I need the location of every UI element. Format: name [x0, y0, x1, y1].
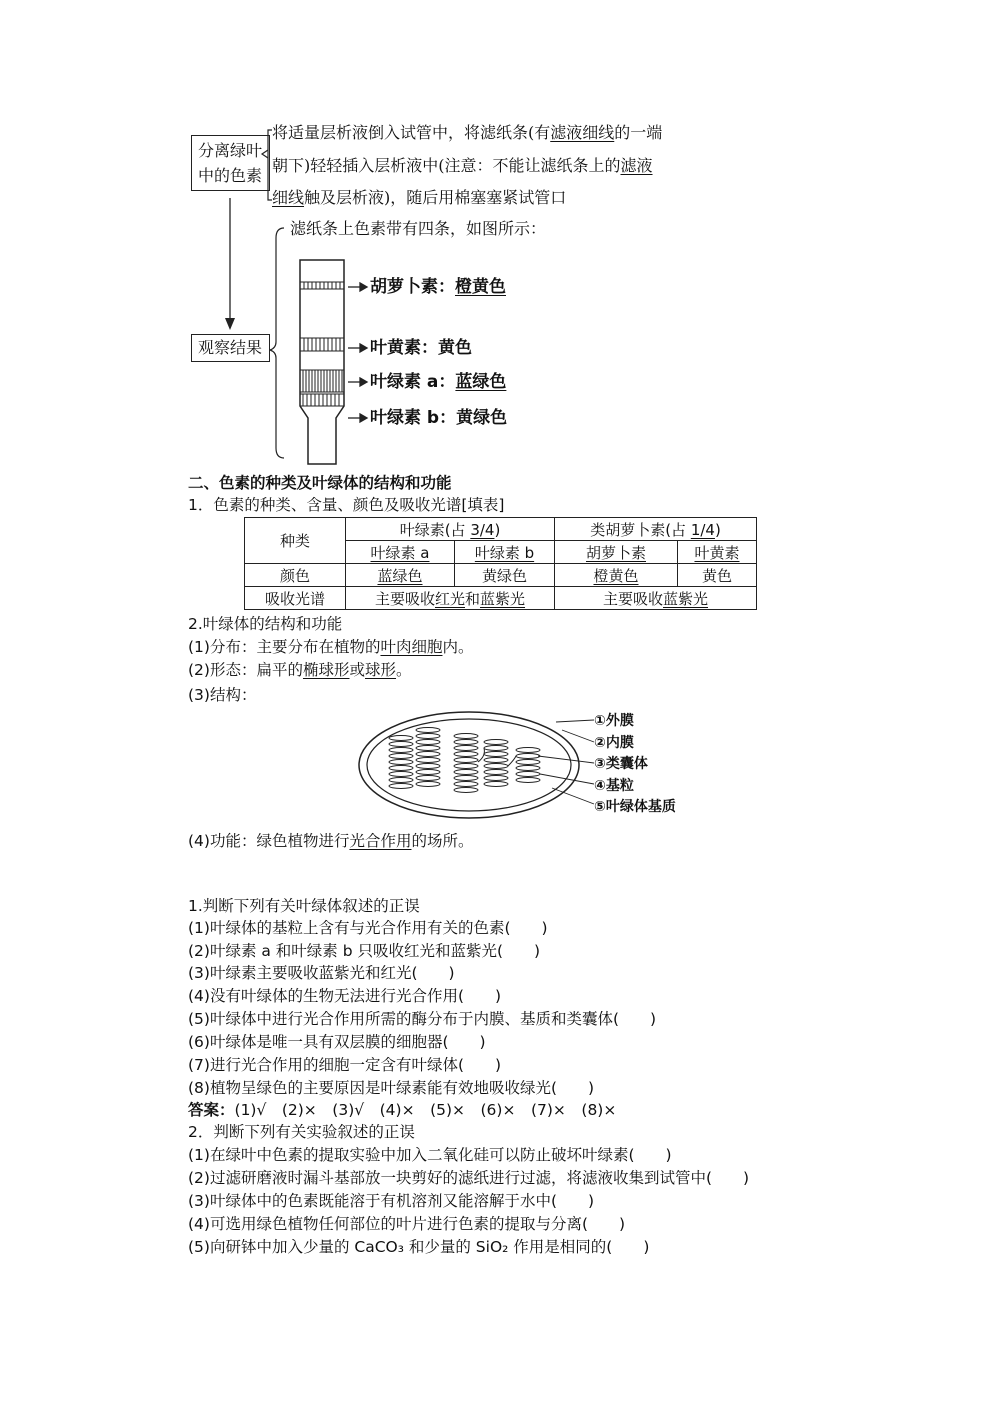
band-label-chla: 叶绿素 a：蓝绿色 — [370, 372, 507, 392]
quiz1-item: (3)叶绿素主要吸收蓝紫光和红光( ) — [188, 964, 455, 982]
table-cell: 黄绿色 — [455, 564, 555, 587]
step-box-line: 中的色素 — [198, 166, 263, 185]
table-cell: 胡萝卜素 — [555, 541, 678, 564]
step1-text-line: 细线触及层析液)，随后用棉塞塞紧试管口 — [272, 188, 567, 207]
table-cell: 黄色 — [678, 564, 757, 587]
step-box-line: 分离绿叶 — [198, 141, 263, 160]
quiz2-item: (1)在绿叶中色素的提取实验中加入二氧化硅可以防止破坏叶绿素( ) — [188, 1146, 672, 1164]
subheading-chloroplast: 2.叶绿体的结构和功能 — [188, 615, 343, 633]
quiz1-answer — [188, 1099, 616, 1121]
step2-intro: 滤纸条上色素带有四条，如图所示： — [290, 219, 547, 238]
diagram-label-outer-membrane: ①外膜 — [594, 713, 634, 729]
table-cell: 叶黄素 — [678, 541, 757, 564]
step1-text-line: 朝下)轻轻插入层析液中(注意：不能让滤纸条上的滤液 — [272, 156, 653, 175]
table-cell: 吸收光谱 — [245, 587, 346, 610]
diagram-label-inner-membrane: ②内膜 — [594, 735, 634, 751]
quiz1-item: (2)叶绿素 a 和叶绿素 b 只吸收红光和蓝紫光( ) — [188, 942, 541, 960]
table-cell: 主要吸收红光和蓝紫光 — [346, 587, 555, 610]
table-cell: 橙黄色 — [555, 564, 678, 587]
table-cell: 类胡萝卜素(占 1/4) — [555, 518, 757, 541]
quiz2-item: (3)叶绿体中的色素既能溶于有机溶剂又能溶解于水中( ) — [188, 1192, 595, 1210]
quiz1-item: (8)植物呈绿色的主要原因是叶绿素能有效地吸收绿光( ) — [188, 1079, 595, 1097]
quiz1-item: (1)叶绿体的基粒上含有与光合作用有关的色素( ) — [188, 919, 548, 937]
quiz2-item: (5)向研钵中加入少量的 CaCO₃ 和少量的 SiO₂ 作用是相同的( ) — [188, 1238, 650, 1256]
function-line: (4)功能：绿色植物进行光合作用的场所。 — [188, 832, 474, 850]
band-label-xanthophyll: 叶黄素：黄色 — [370, 338, 472, 358]
step-box-observe — [191, 334, 270, 362]
table-cell: 主要吸收蓝紫光 — [555, 587, 757, 610]
quiz2-title: 2．判断下列有关实验叙述的正误 — [188, 1123, 415, 1141]
section-heading: 二、色素的种类及叶绿体的结构和功能 — [188, 474, 452, 492]
subheading-pigment-table: 1．色素的种类、含量、颜色及吸收光谱[填表] — [188, 496, 505, 514]
quiz1-title: 1.判断下列有关叶绿体叙述的正误 — [188, 897, 420, 915]
pigment-table — [244, 517, 757, 610]
quiz2-item: (2)过滤研磨液时漏斗基部放一块剪好的滤纸进行过滤，将滤液收集到试管中( ) — [188, 1169, 750, 1187]
step1-text-line: 将适量层析液倒入试管中，将滤纸条(有滤液细线的一端 — [272, 123, 663, 142]
table-cell: 蓝绿色 — [346, 564, 455, 587]
table-cell: 叶绿素 b — [455, 541, 555, 564]
quiz1-item: (5)叶绿体中进行光合作用所需的酶分布于内膜、基质和类囊体( ) — [188, 1010, 657, 1028]
step-box-label: 观察结果 — [198, 338, 263, 357]
table-cell: 叶绿素(占 3/4) — [346, 518, 555, 541]
quiz1-item: (6)叶绿体是唯一具有双层膜的细胞器( ) — [188, 1033, 486, 1051]
filter-paper-strip — [296, 258, 348, 468]
band-label-chlb: 叶绿素 b：黄绿色 — [370, 408, 508, 428]
shape-line: (2)形态：扁平的椭球形或球形。 — [188, 661, 412, 679]
quiz1-item: (4)没有叶绿体的生物无法进行光合作用( ) — [188, 987, 502, 1005]
quiz2-item: (4)可选用绿色植物任何部位的叶片进行色素的提取与分离( ) — [188, 1215, 626, 1233]
answer-label: 答案： — [188, 1101, 235, 1119]
diagram-label-granum: ④基粒 — [594, 778, 634, 794]
table-cell: 种类 — [245, 518, 346, 564]
structure-line: (3)结构： — [188, 686, 257, 704]
table-cell: 颜色 — [245, 564, 346, 587]
diagram-label-thylakoid: ③类囊体 — [594, 756, 648, 772]
quiz1-item: (7)进行光合作用的细胞一定含有叶绿体( ) — [188, 1056, 502, 1074]
chloroplast-diagram — [356, 708, 596, 828]
band-label-carotene: 胡萝卜素：橙黄色 — [370, 277, 506, 297]
table-cell: 叶绿素 a — [346, 541, 455, 564]
answer-text: (1)√ (2)× (3)√ (4)× (5)× (6)× (7)× (8)× — [234, 1101, 617, 1119]
diagram-label-stroma: ⑤叶绿体基质 — [594, 799, 676, 815]
distribution-line: (1)分布：主要分布在植物的叶肉细胞内。 — [188, 638, 474, 656]
band-arrows — [346, 278, 370, 428]
